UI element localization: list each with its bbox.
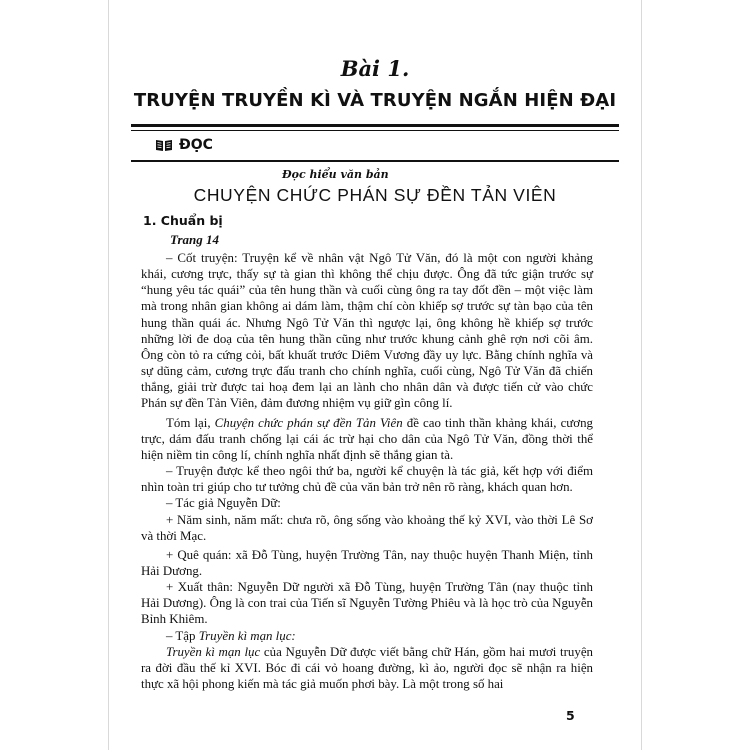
lesson-number: Bài 1. <box>340 56 410 81</box>
paragraph <box>141 415 593 463</box>
text: của Nguyễn Dữ được viết bằng chữ Hán, gồm hai mươi truyện ra đời đầu thế kỉ XVI. Bóc đi cái vỏ hoang đường, kì ảo, người đọc sẽ nhận ra hiện thực xã hội phong kiến mà tác giả muốn phơi bày. Là một trong số hai <box>141 644 593 692</box>
part-heading: 1. Chuẩn bị <box>143 213 223 228</box>
paragraph: – Truyện được kể theo ngôi thứ ba, người kể chuyện là tác giả, kết hợp với điểm nhìn toàn tri giúp cho tư tưởng chủ đề của văn bản trở nên rõ ràng, khách quan hơn. <box>141 464 593 495</box>
title-rule-thick <box>131 124 619 127</box>
text: – Tập <box>166 628 199 643</box>
lesson-title-text: TRUYỆN TRUYỀN KÌ VÀ TRUYỆN NGẮN HIỆN ĐẠI <box>133 90 617 111</box>
text: đề cao tinh thần khảng khái, cương trực, dám đấu tranh chống lại cái ác trừ hại cho dân của Ngô Tử Văn, đồng thời thể hiện niềm tin công lí, chính nghĩa nhất định sẽ thắng gian tà. <box>141 415 593 462</box>
title-rule-thin <box>131 130 619 131</box>
text: Tóm lại, <box>166 415 215 430</box>
paragraph <box>141 644 593 692</box>
page-number: 5 <box>566 708 575 723</box>
paragraph: + Năm sinh, năm mất: chưa rõ, ông sống vào khoảng thế kỷ XVI, vào thời Lê Sơ và thời Mạc. <box>141 512 593 543</box>
paragraph <box>141 628 593 644</box>
lesson-title <box>109 90 641 111</box>
body-text <box>141 250 593 692</box>
paragraph: + Quê quán: xã Đỗ Tùng, huyện Trường Tân, nay thuộc huyện Thanh Miện, tỉnh Hải Dương. <box>141 547 593 578</box>
paragraph: – Tác giả Nguyễn Dữ: <box>166 496 281 511</box>
story-title: CHUYỆN CHỨC PHÁN SỰ ĐỀN TẢN VIÊN <box>193 185 557 205</box>
section-rule <box>131 160 619 162</box>
reading-label: Đọc hiểu văn bản <box>282 168 389 181</box>
open-book-icon <box>155 138 173 152</box>
paragraph: + Xuất thân: Nguyễn Dữ người xã Đỗ Tùng, huyện Trường Tân (nay thuộc tỉnh Hải Dương). Ông là con trai của Tiến sĩ Nguyễn Tường Phiêu và là học trò của Nguyễn Bỉnh Khiêm. <box>141 580 593 627</box>
work-title: Truyền kì mạn lục <box>166 644 261 659</box>
section-label: ĐỌC <box>179 137 213 153</box>
page-reference: Trang 14 <box>170 232 219 247</box>
work-title: Truyền kì mạn lục: <box>198 628 296 643</box>
work-title: Chuyện chức phán sự đền Tản Viên <box>214 415 403 430</box>
section-header <box>155 137 213 153</box>
paragraph: – Cốt truyện: Truyện kể về nhân vật Ngô Tử Văn, đó là một con người khảng khái, cương trực, thấy sự tà gian thì không thể chịu được. Ông đã tức giận trước sự “hung yêu tác quái” của tên hung thần và cuối cùng ông ra tay đốt đền – một việc làm mà trong nhân gian không ai dám làm, thậm chí còn khiếp sợ trước sự tàn bạo của tên hung thần quái ác. Nhưng Ngô Tử Văn thì ngược lại, ông không hề khiếp sợ trước những lời đe doạ của tên hung thần cũng như trước khung cảnh ghê rợn nơi cõi âm. Ông còn tỏ ra cứng cỏi, bất khuất trước Diêm Vương đầy uy lực. Bằng chính nghĩa và sự dũng cảm, cương trực đấu tranh cho chính nghĩa, cuối cùng, Ngô Tử Văn đã chiến thắng, giải trừ được tai hoạ đem lại an lành cho nhân dân và được tiến cử vào chức Phán sự đền Tản Viên, đảm đương nhiệm vụ giữ gìn công lí. <box>141 251 593 411</box>
